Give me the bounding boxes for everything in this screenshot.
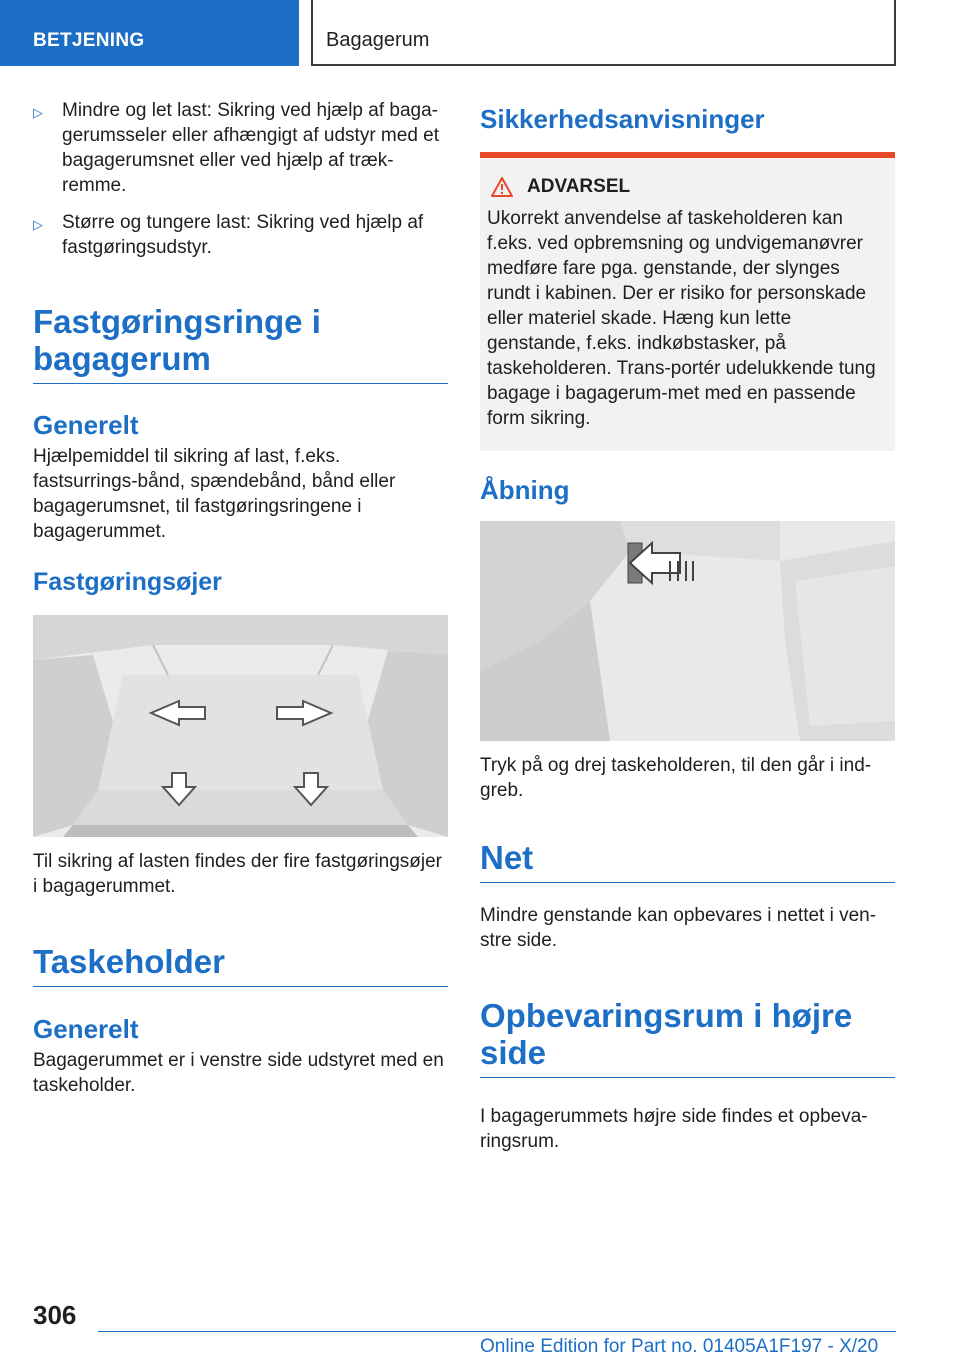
paragraph: Mindre genstande kan opbevares i nettet i ven-stre side. — [480, 905, 877, 951]
section-tab — [0, 0, 299, 66]
heading-bag-holder: Taskeholder — [33, 943, 448, 987]
bag-holder-photo — [480, 521, 895, 741]
right-column — [480, 98, 895, 1154]
triangle-bullet-icon: ▷ — [33, 217, 43, 232]
warning-title: ADVARSEL — [527, 176, 631, 197]
footer-divider — [98, 1331, 896, 1332]
triangle-bullet-icon: ▷ — [33, 105, 43, 120]
warning-triangle-icon — [491, 177, 513, 197]
left-column — [33, 98, 448, 1098]
paragraph: I bagagerummets højre side findes et opbeva-ringsrum. — [480, 1106, 868, 1152]
list-item: ▷ Større og tungere last: Sikring ved hjælp af fastgøringsudstyr. — [33, 212, 424, 258]
warning-header — [487, 176, 887, 198]
page-number: 306 — [33, 1300, 77, 1330]
trunk-floor-photo — [33, 615, 448, 837]
paragraph: Hjælpemiddel til sikring af last, f.eks. fastsurrings-bånd, spændebånd, bånd eller bagagerumsnet, til fastgøringsringene i bagagerummet. — [33, 446, 396, 542]
subheading-fastening-eyes: Fastgøringsøjer — [33, 568, 222, 596]
paragraph: Tryk på og drej taskeholderen, til den går i ind-greb. — [480, 755, 872, 801]
heading-opening: Åbning — [480, 475, 570, 505]
subheading-general: Generelt — [33, 1014, 139, 1044]
list-item: ▷ Mindre og let last: Sikring ved hjælp af baga-gerumsseler eller afhængigt af udstyr med et bagagerumsnet eller ved hjælp af træk-remme. — [33, 100, 440, 196]
chapter-title: Bagagerum — [326, 29, 430, 51]
warning-box — [480, 152, 895, 451]
heading-safety: Sikkerhedsanvisninger — [480, 104, 765, 134]
warning-text: Ukorrekt anvendelse af taskeholderen kan f.eks. ved opbremsning og undvigemanøvrer medføre fare pga. genstande, der slynges rundt i kabinen. Der er risiko for personskade eller materiel skade. Hæng kun lette genstande, f.eks. indkøbstasker, på taskeholderen. Trans-portér udelukkende tung bagage i bagagerum-met med en passende form sikring. — [487, 208, 876, 429]
heading-fastening-rings: Fastgøringsringe i bagagerum — [33, 303, 448, 384]
heading-net: Net — [480, 839, 895, 883]
paragraph: Til sikring af lasten findes der fire fastgøringsøjer i bagagerummet. — [33, 851, 443, 897]
edition-info: Online Edition for Part no. 01405A1F197 - X/20 — [480, 1336, 879, 1357]
chapter-box — [311, 0, 896, 66]
paragraph: Bagagerummet er i venstre side udstyret med en taskeholder. — [33, 1050, 444, 1096]
heading-storage: Opbevaringsrum i højre side — [480, 997, 895, 1078]
section-title: BETJENING — [33, 30, 145, 51]
subheading-general: Generelt — [33, 410, 139, 440]
